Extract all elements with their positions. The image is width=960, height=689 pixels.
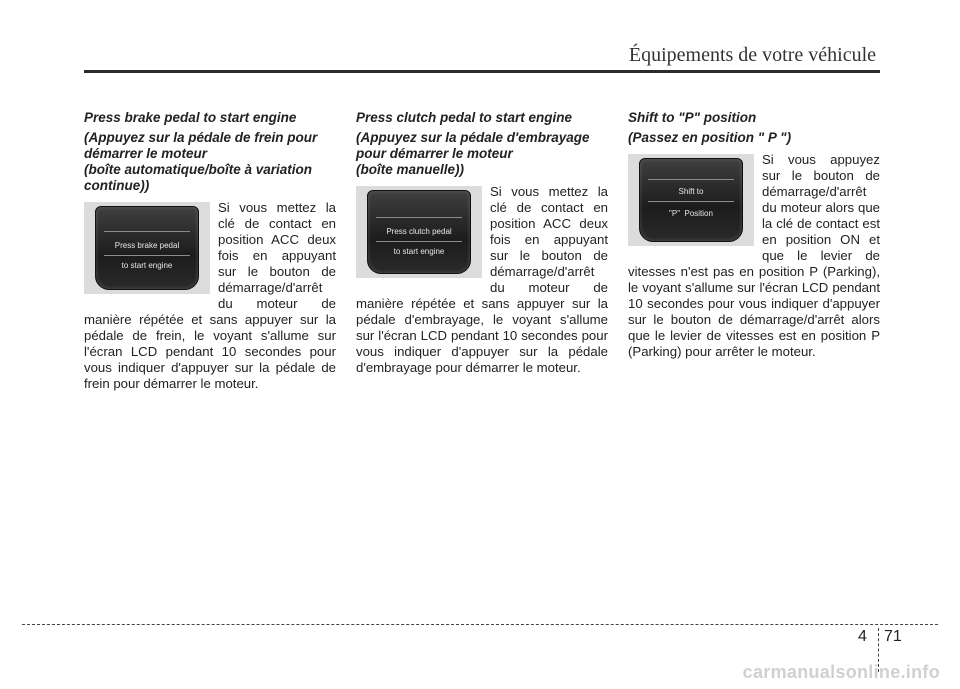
section-subheading [84, 130, 336, 194]
lcd-text: to start engine [121, 261, 173, 270]
footer-rule [22, 624, 938, 625]
subheading-line: démarrer le moteur [84, 146, 208, 161]
lcd-screen [639, 158, 743, 242]
subheading-line: (Appuyez sur la pédale de frein pour [84, 130, 318, 145]
section-body: Si vous appuyez sur le bouton de démarrage/d'arrêt du moteur alors que la clé de contact est en position ON et que le levier de vitesses n'est pas en position P (Parking), le voyant s'allume sur l'écran LCD pendant 10 secondes pour vous indiquer d'appuyer sur le bouton de démarrage/d'arrêt alors que le levier de vitesses est en position P (Parking) pour arrêter le moteur. [628, 152, 880, 359]
subheading-line: pour démarrer le moteur [356, 146, 513, 161]
lcd-screen [95, 206, 199, 290]
lcd-divider [376, 217, 462, 218]
page-header-title: Équipements de votre véhicule [628, 44, 876, 66]
watermark-text: carmanualsonline.info [742, 662, 940, 682]
lcd-text: to start engine [393, 247, 445, 256]
lcd-divider [104, 255, 190, 256]
chapter-number: 4 [858, 628, 867, 645]
lcd-divider [648, 201, 734, 202]
lcd-text: Press clutch pedal [386, 227, 452, 236]
lcd-divider [648, 179, 734, 180]
section-brake-pedal [84, 110, 336, 392]
section-clutch-pedal [356, 110, 608, 376]
lcd-divider [104, 231, 190, 232]
subheading-line: (boîte manuelle)) [356, 162, 465, 177]
subheading-line: (Appuyez sur la pédale d'embrayage [356, 130, 590, 145]
section-heading: Shift to "P" position [628, 110, 757, 125]
section-body: Si vous mettez la clé de contact en position ACC deux fois en appuyant sur le bouton de démarrage/d'arrêt du moteur de manière répétée et sans appuyer sur la pédale de frein, le voyant s'allume sur l'écran LCD pendant 10 secondes pour vous indiquer d'appuyer sur la pédale de frein pour démarrer le moteur. [84, 200, 336, 391]
section-subheading [356, 130, 608, 178]
subheading-line: continue)) [84, 178, 150, 193]
section-heading: Press brake pedal to start engine [84, 110, 297, 125]
section-heading: Press clutch pedal to start engine [356, 110, 573, 125]
lcd-display-image [356, 186, 482, 278]
lcd-display-image [628, 154, 754, 246]
lcd-display-image [84, 202, 210, 294]
lcd-screen [367, 190, 471, 274]
page-number: 71 [884, 628, 902, 645]
lcd-text: Press brake pedal [114, 241, 180, 250]
subheading-line: (boîte automatique/boîte à variation [84, 162, 313, 177]
lcd-text: "P" Position [669, 209, 713, 218]
section-body: Si vous mettez la clé de contact en position ACC deux fois en appuyant sur le bouton de démarrage/d'arrêt du moteur de manière répétée et sans appuyer sur la pédale d'embrayage, le voyant s'allume sur l'écran LCD pendant 10 secondes pour vous indiquer d'appuyer sur la pédale d'embrayage pour démarrer le moteur. [356, 184, 608, 375]
section-shift-to-p [628, 110, 880, 360]
header-rule [84, 70, 880, 73]
lcd-divider [376, 241, 462, 242]
section-subheading [628, 130, 880, 146]
lcd-text: Shift to [678, 187, 704, 196]
subheading-line: (Passez en position " P ") [628, 130, 792, 145]
